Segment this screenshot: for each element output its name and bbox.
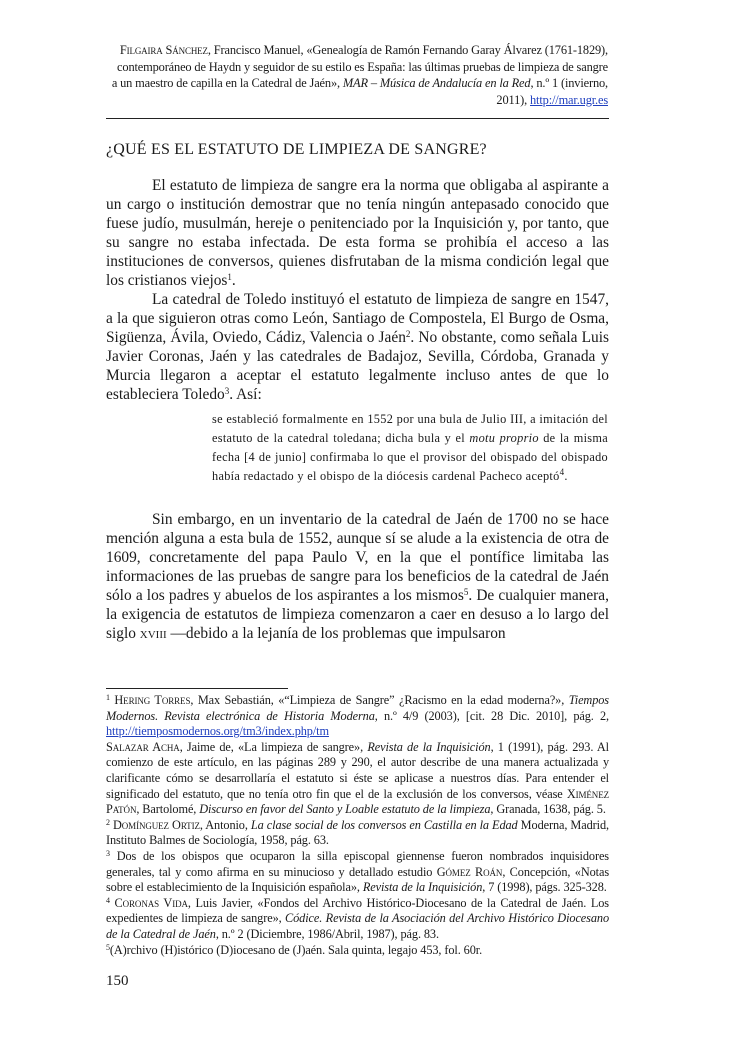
running-head-link[interactable]: http://mar.ugr.es <box>530 92 608 107</box>
footnote-ref-1[interactable]: 1 <box>227 272 232 282</box>
paragraph-3-text-c: —debido a la lejanía de los problemas que impulsaron <box>166 625 506 642</box>
footnote-1-text-d: , 1 (1991), pág. 293. Al comienzo de este artículo, en las páginas 289 y 290, el autor describe de una manera actualizada y clarificante cómo se desarrollaría el estatuto si éste se aplicase a nuestros días. Para entender el significado del estatuto, que no tenía otro fin que el de la exclusión de los conversos, véase <box>106 739 609 801</box>
footnote-1-author-2: Salazar Acha <box>106 739 180 754</box>
paragraph-2-text-b: . No obstante, como señala Luis Javier Coronas, Jaén y las catedrales de Badajoz, Sevilla, Córdoba, Granada y Murcia llegaron a aceptar el estatuto legalmente incluso antes de que lo estableciera Toledo <box>106 329 609 403</box>
section-heading: ¿QUÉ ES EL ESTATUTO DE LIMPIEZA DE SANGRE? <box>106 141 487 158</box>
footnote-2-author: Domínguez Ortiz <box>112 817 200 832</box>
paragraph-3-text-b: . De cualquier manera, la exigencia de estatutos de limpieza comenzaron a caer en desuso a lo largo del siglo <box>106 587 609 642</box>
footnote-5-number: 5 <box>106 942 110 952</box>
footnotes <box>106 693 609 958</box>
footnote-1-text-e: , Bartolomé, <box>136 802 200 817</box>
paragraph-2 <box>106 290 609 404</box>
page-number: 150 <box>106 973 129 989</box>
footnote-1 <box>106 693 609 818</box>
body-text-lower <box>106 510 609 643</box>
header-rule <box>106 118 609 119</box>
footnote-4-author: Coronas Vida <box>114 895 188 910</box>
footnote-4-journal: Códice. Revista de la Asociación del Archivo Histórico Diocesano de la Catedral de Jaén <box>106 911 609 941</box>
paragraph-2-text-c: . Así: <box>229 386 262 403</box>
footnote-1-author: Hering Torres <box>114 693 191 707</box>
footnote-4 <box>106 896 609 943</box>
block-quote <box>212 410 608 486</box>
footnote-1-text-b: , n.º 4/9 (2003), [cit. 28 Dic. 2010], pág. 2, <box>374 708 609 723</box>
quote-motu-proprio: motu proprio <box>469 431 539 445</box>
footnote-4-text-b: , n.º 2 (Diciembre, 1986/Abril, 1987), pág. 83. <box>215 926 439 941</box>
footnote-1-text-f: , Granada, 1638, pág. 5. <box>490 802 606 817</box>
footnote-3-journal: Revista de la Inquisición <box>362 880 483 895</box>
century-numeral: xviii <box>139 625 167 642</box>
footnote-3-text-b: , Concepción, «Notas sobre el establecimiento de la Inquisición española», <box>106 864 610 895</box>
quote-text-b: de la misma fecha [4 de junio] confirmaba lo que el provisor del obispado del obispado había redactado y el obispo de la diócesis cardenal Pacheco aceptó <box>212 431 608 483</box>
paragraph-1-end: . <box>231 272 236 289</box>
paragraph-2-text-a: La catedral de Toledo instituyó el estatuto de limpieza de sangre en 1547, a la que siguieron otras como León, Santiago de Compostela, El Burgo de Osma, Sigüenza, Ávila, Oviedo, Cádiz, Valencia o Jaén <box>106 291 609 346</box>
running-head-issue: , n.º 1 (invierno, 2011), <box>496 76 608 107</box>
quote-text-a: se estableció formalmente en 1552 por una bula de Julio III, a imitación del estatuto de la catedral toledana; dicha bula y el <box>212 412 608 445</box>
footnote-1-journal-2: Revista de la Inquisición <box>367 739 491 754</box>
running-head-citation: , Francisco Manuel, «Genealogía de Ramón Fernando Garay Álvarez (1761-1829), contemporáneo de Haydn y seguidor de su estilo es España: las últimas pruebas de limpieza de sangre a un maestro de capilla en la Catedral de Jaén», <box>111 43 608 90</box>
footnote-1-text-c: , Jaime de, «La limpieza de sangre», <box>179 739 368 754</box>
footnote-3 <box>106 849 609 896</box>
footnote-1-link[interactable]: http://tiemposmodernos.org/tm3/index.php/tm <box>106 724 329 739</box>
running-head-journal: MAR – Música de Andalucía en la Red <box>342 76 531 90</box>
footnote-5-text: (A)rchivo (H)istórico (D)iocesano de (J)aén. Sala quinta, legajo 453, fol. 60r. <box>109 942 483 957</box>
footnote-1-number: 1 <box>106 693 110 702</box>
footnote-2 <box>106 818 609 849</box>
footnote-3-author: Gómez Roán <box>436 864 503 879</box>
footnote-3-text-a: Dos de los obispos que ocuparon la silla episcopal giennense fueron nombrados inquisidores generales, tal y como afirma en su minucioso y detallado estudio <box>106 848 609 879</box>
body-text-upper <box>106 176 609 404</box>
footnote-3-text-c: , 7 (1998), págs. 325-328. <box>482 880 607 895</box>
footnote-1-journal: Tiempos Modernos. Revista electrónica de Historia Moderna <box>106 693 609 723</box>
footnote-ref-2[interactable]: 2 <box>405 329 411 339</box>
quote-end: . <box>564 469 568 483</box>
footnote-1-text-a: , Max Sebastián, «“Limpieza de Sangre” ¿Racismo en la edad moderna?», <box>190 693 569 707</box>
footnote-2-text-b: Moderna, Madrid, Instituto Balmes de Sociología, 1958, pág. 63. <box>106 817 609 848</box>
footnote-2-book: La clase social de los conversos en Castilla en la Edad <box>250 817 518 832</box>
running-head <box>110 42 608 108</box>
paragraph-3 <box>106 510 609 643</box>
footnote-2-text-a: , Antonio, <box>199 817 251 832</box>
paragraph-3-text-a: Sin embargo, en un inventario de la catedral de Jaén de 1700 no se hace mención alguna a esta bula de 1552, aunque sí se alude a la existencia de otra de 1609, concretamente del papa Paulo V, en la que el pontífice limitaba las informaciones de las pruebas de sangre para los beneficios de la catedral de Jaén sólo a los padres y abuelos de los aspirantes a los mismos <box>106 511 609 604</box>
footnote-rule <box>106 688 288 689</box>
footnote-3-number: 3 <box>106 848 110 858</box>
footnote-2-number: 2 <box>106 817 110 827</box>
footnote-5 <box>106 943 609 959</box>
footnote-ref-5[interactable]: 5 <box>463 587 469 597</box>
paragraph-1 <box>106 176 609 290</box>
footnote-1-author-3: Ximénez Patón <box>106 786 609 817</box>
footnote-1-book: Discurso en favor del Santo y Loable estatuto de la limpieza <box>199 802 491 817</box>
footnote-4-text-a: , Luis Javier, «Fondos del Archivo Histórico-Diocesano de la Catedral de Jaén. Los expedientes de limpieza de sangre», <box>106 895 609 926</box>
footnote-ref-3[interactable]: 3 <box>224 386 230 396</box>
footnote-4-number: 4 <box>106 895 110 905</box>
block-quote-text <box>212 410 608 486</box>
footnote-ref-4[interactable]: 4 <box>559 467 565 477</box>
paragraph-1-text: El estatuto de limpieza de sangre era la norma que obligaba al aspirante a un cargo o institución demostrar que no tenía ningún antepasado conocido que fuese judío, musulmán, hereje o penitenciado por la Inquisición y, por tanto, que su sangre no estaba infectada. De esta forma se prohibía el acceso a las instituciones de conversos, quienes disfrutaban de la misma condición legal que los cristianos viejos <box>106 177 609 289</box>
running-head-author: Filgaira Sánchez <box>119 43 208 57</box>
